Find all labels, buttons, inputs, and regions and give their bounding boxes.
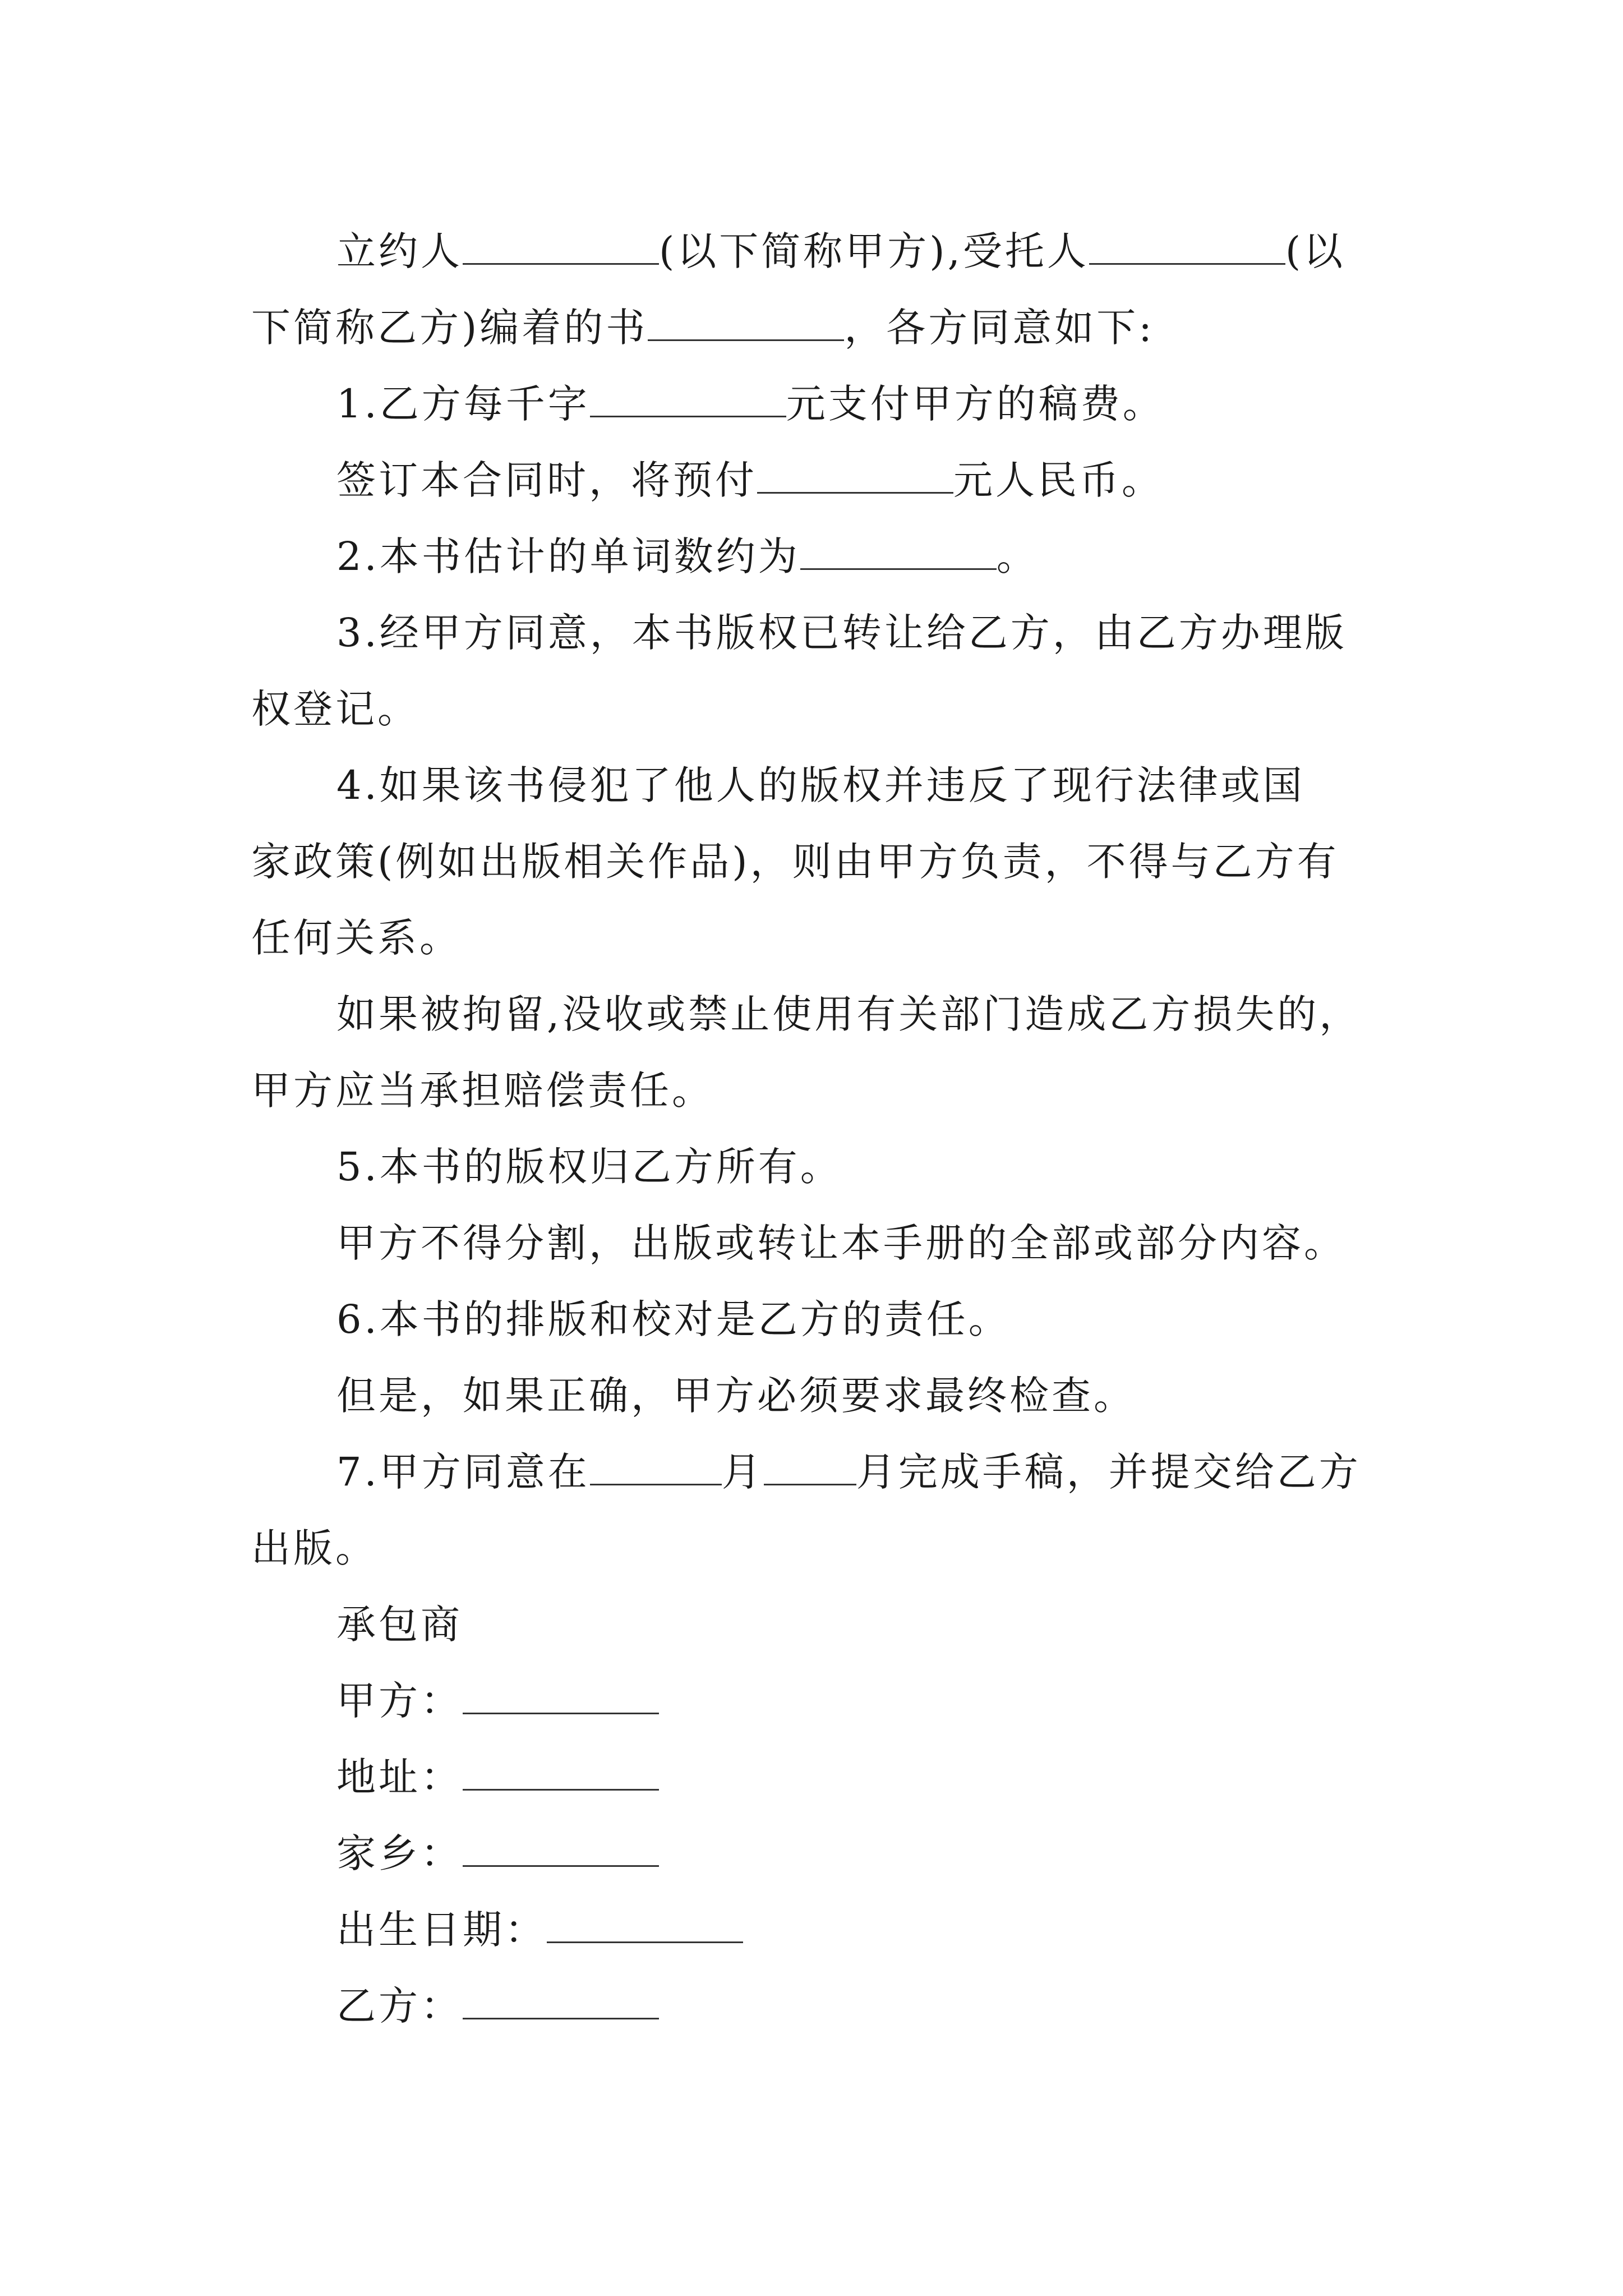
book-title-blank[interactable] — [648, 339, 844, 341]
clause-3-line-1: 3.经甲方同意，本书版权已转让给乙方，由乙方办理版 — [336, 610, 1347, 656]
party-b-field[interactable] — [463, 2017, 659, 2019]
clause-1 — [251, 366, 1384, 442]
hometown-label: 家乡： — [336, 1830, 463, 1876]
clause-7-line-2: 出版。 — [251, 1525, 377, 1571]
clause-text: 。 — [996, 533, 1039, 579]
birth-date-line — [251, 1892, 1384, 1968]
clause-3-line-2: 权登记。 — [251, 686, 419, 732]
hometown-line — [251, 1815, 1384, 1892]
party-a-signature-line — [251, 1663, 1384, 1739]
party-a-blank[interactable] — [463, 263, 659, 265]
party-a-label: 甲方： — [336, 1678, 463, 1724]
clause-text: 元人民币。 — [953, 457, 1164, 503]
advance-amount-blank[interactable] — [757, 491, 953, 494]
contract-body — [251, 213, 1384, 2044]
party-b-blank[interactable] — [1089, 263, 1285, 265]
birth-date-label: 出生日期： — [336, 1907, 547, 1953]
word-count-blank[interactable] — [800, 568, 997, 570]
preamble-line-1 — [251, 213, 1384, 289]
rate-blank[interactable] — [590, 415, 786, 417]
preamble-text: 下简称乙方)编着的书 — [251, 305, 648, 351]
month-blank-2[interactable] — [764, 1483, 856, 1485]
clause-4-line-2: 家政策(例如出版相关作品)，则由甲方负责，不得与乙方有 — [251, 839, 1339, 885]
clause-4-line-1: 4.如果该书侵犯了他人的版权并违反了现行法律或国 — [336, 762, 1305, 808]
clause-text: 1.乙方每千字 — [336, 381, 590, 427]
clause-text: 签订本合同时，将预付 — [336, 457, 757, 503]
clause-4-supplement-line-1: 如果被拘留,没收或禁止使用有关部门造成乙方损失的， — [336, 991, 1362, 1037]
hometown-field[interactable] — [463, 1865, 659, 1867]
clause-text: 2.本书估计的单词数约为 — [336, 533, 800, 579]
party-b-label: 乙方： — [336, 1983, 463, 2029]
clause-7-line-1 — [251, 1434, 1384, 1510]
clause-6-supplement: 但是，如果正确，甲方必须要求最终检查。 — [336, 1373, 1136, 1419]
address-line — [251, 1739, 1384, 1815]
clause-text: 元支付甲方的稿费。 — [786, 381, 1165, 427]
party-a-field[interactable] — [463, 1712, 659, 1714]
clause-5-supplement: 甲方不得分割，出版或转让本手册的全部或部分内容。 — [336, 1220, 1346, 1266]
address-label: 地址： — [336, 1754, 463, 1800]
clause-text: 7.甲方同意在 — [336, 1449, 590, 1495]
month-blank-1[interactable] — [590, 1483, 722, 1485]
clause-text: 月完成手稿，并提交给乙方 — [856, 1449, 1361, 1495]
preamble-line-2 — [251, 289, 1384, 366]
preamble-text: 立约人 — [336, 228, 463, 274]
party-b-signature-line — [251, 1968, 1384, 2044]
clause-4-line-3: 任何关系。 — [251, 915, 462, 961]
preamble-text: (以下简称甲方),受托人 — [659, 228, 1089, 274]
birth-date-field[interactable] — [547, 1941, 743, 1943]
clause-5: 5.本书的版权归乙方所有。 — [336, 1144, 842, 1190]
preamble-text: (以 — [1285, 228, 1346, 274]
clause-4-supplement-line-2: 甲方应当承担赔偿责任。 — [251, 1068, 714, 1114]
clause-6: 6.本书的排版和校对是乙方的责任。 — [336, 1296, 1011, 1342]
clause-text: 月 — [721, 1449, 764, 1495]
clause-2 — [251, 518, 1384, 595]
contractor-heading: 承包商 — [336, 1602, 463, 1648]
preamble-text: ，各方同意如下: — [844, 305, 1155, 351]
address-field[interactable] — [463, 1788, 659, 1791]
clause-1-advance — [251, 442, 1384, 518]
